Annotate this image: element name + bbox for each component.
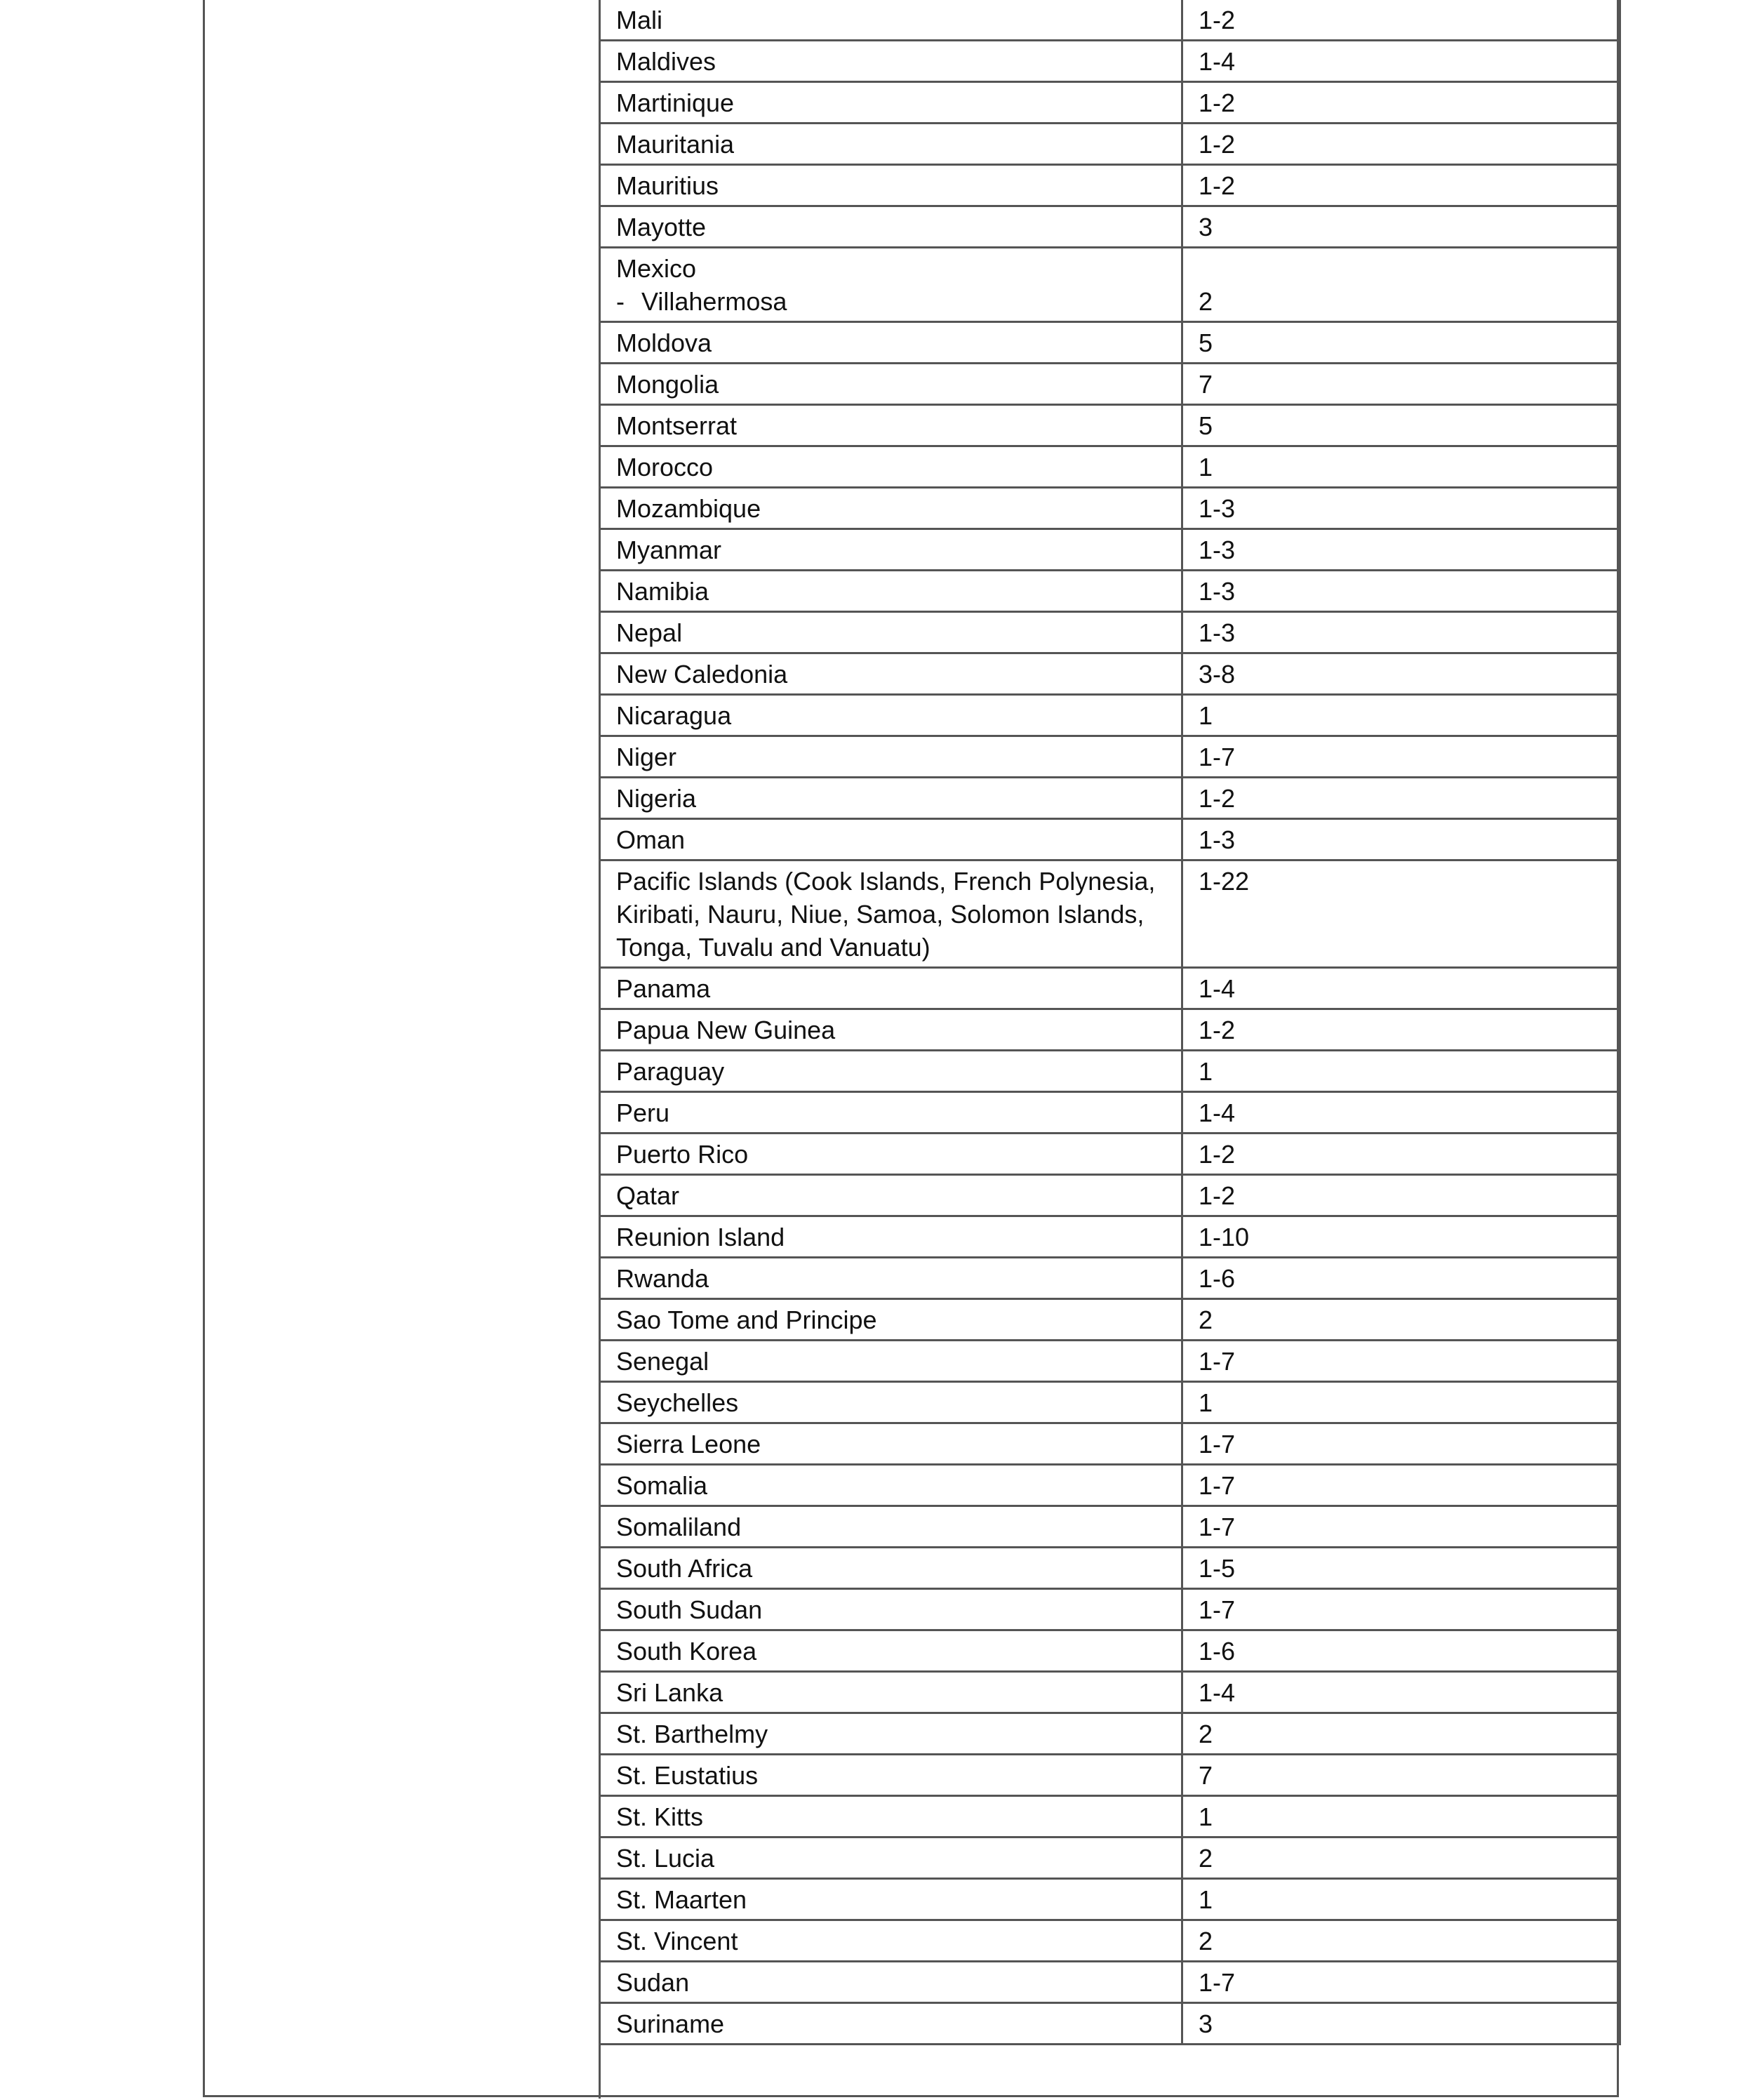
- table-row: [600, 736, 1620, 778]
- value-cell: 1-7: [1182, 736, 1620, 778]
- table-row: [600, 1092, 1620, 1134]
- table-row: [600, 1216, 1620, 1258]
- value-cell: 1-2: [1182, 1134, 1620, 1175]
- value-cell: 2: [1182, 1713, 1620, 1755]
- table-row: [600, 82, 1620, 124]
- value-cell: 1-22: [1182, 860, 1620, 968]
- table-row: [600, 695, 1620, 736]
- country-name: South Africa: [616, 1554, 753, 1583]
- country-cell: [600, 1548, 1182, 1589]
- country-name: Martinique: [616, 88, 735, 117]
- country-cell: [600, 1382, 1182, 1423]
- country-name: Peru: [616, 1098, 670, 1127]
- country-cell: [600, 1672, 1182, 1713]
- country-name: Mauritius: [616, 171, 719, 200]
- table-row: [600, 1423, 1620, 1465]
- country-name: Mozambique: [616, 494, 761, 523]
- value-cell: 1: [1182, 1796, 1620, 1838]
- country-cell: [600, 1299, 1182, 1341]
- country-cell: [600, 653, 1182, 695]
- country-name: Mali: [616, 6, 663, 34]
- country-cell: [600, 1838, 1182, 1879]
- table-row: [600, 1382, 1620, 1423]
- value-cell: 3-8: [1182, 653, 1620, 695]
- table-row: [600, 1548, 1620, 1589]
- value-cell: 5: [1182, 322, 1620, 364]
- table-body: [600, 0, 1620, 2045]
- country-name: St. Vincent: [616, 1927, 738, 1955]
- value-cell: 3: [1182, 206, 1620, 248]
- table-row: [600, 165, 1620, 206]
- country-cell: [600, 860, 1182, 968]
- country-cell: [600, 1175, 1182, 1216]
- table-row: [600, 1962, 1620, 2003]
- value-cell: 1-2: [1182, 0, 1620, 41]
- country-name: Puerto Rico: [616, 1140, 749, 1169]
- country-cell: [600, 2003, 1182, 2045]
- country-cell: [600, 248, 1182, 322]
- country-name: Senegal: [616, 1347, 709, 1376]
- country-name: Mayotte: [616, 213, 707, 241]
- table-row: [600, 1506, 1620, 1548]
- country-name: St. Lucia: [616, 1844, 715, 1873]
- value-cell: 1-7: [1182, 1423, 1620, 1465]
- country-name: Qatar: [616, 1181, 680, 1210]
- value-cell: 1-2: [1182, 1175, 1620, 1216]
- value-cell: 1-7: [1182, 1341, 1620, 1382]
- country-cell: [600, 1258, 1182, 1299]
- country-name: Rwanda: [616, 1264, 709, 1293]
- table-row: [600, 819, 1620, 860]
- country-cell: [600, 1589, 1182, 1630]
- table-row: [600, 41, 1620, 82]
- country-name: Sao Tome and Principe: [616, 1305, 877, 1334]
- table-row: [600, 612, 1620, 653]
- table-row: [600, 1465, 1620, 1506]
- table-row: [600, 529, 1620, 571]
- country-name: Papua New Guinea: [616, 1016, 836, 1044]
- value-cell: 1: [1182, 695, 1620, 736]
- country-cell: [600, 446, 1182, 488]
- value-cell: 1-3: [1182, 612, 1620, 653]
- value-cell: 1: [1182, 1382, 1620, 1423]
- country-cell: [600, 322, 1182, 364]
- value-cell: 1-4: [1182, 41, 1620, 82]
- country-cell: [600, 968, 1182, 1009]
- value-cell: 2: [1182, 1838, 1620, 1879]
- value-cell: 1-5: [1182, 1548, 1620, 1589]
- table-row: [600, 1672, 1620, 1713]
- value-cell: 1-2: [1182, 778, 1620, 819]
- country-name: Paraguay: [616, 1057, 725, 1086]
- country-name: Sierra Leone: [616, 1430, 761, 1458]
- table-row: [600, 571, 1620, 612]
- country-cell: [600, 1506, 1182, 1548]
- country-cell: [600, 41, 1182, 82]
- value-cell: 7: [1182, 364, 1620, 405]
- country-name: Panama: [616, 974, 711, 1003]
- country-name: Morocco: [616, 453, 714, 481]
- country-cell: [600, 405, 1182, 446]
- table-row: [600, 1175, 1620, 1216]
- value-cell: 1-6: [1182, 1258, 1620, 1299]
- country-cell: [600, 1465, 1182, 1506]
- country-cell: [600, 206, 1182, 248]
- country-name: Somaliland: [616, 1513, 742, 1541]
- value-cell: 1-7: [1182, 1506, 1620, 1548]
- country-cell: [600, 82, 1182, 124]
- table-row: [600, 1258, 1620, 1299]
- table-row: [600, 364, 1620, 405]
- country-cell: [600, 1630, 1182, 1672]
- value-cell: 1-2: [1182, 124, 1620, 165]
- country-name: South Sudan: [616, 1595, 763, 1624]
- value-cell: 1: [1182, 1051, 1620, 1092]
- value-cell: 1-3: [1182, 819, 1620, 860]
- table-row: [600, 1920, 1620, 1962]
- table-row: [600, 1341, 1620, 1382]
- country-cell: [600, 1051, 1182, 1092]
- country-cell: [600, 1920, 1182, 1962]
- table-row: [600, 2003, 1620, 2045]
- table-row: [600, 1009, 1620, 1051]
- table-row: [600, 778, 1620, 819]
- country-name: Mexico: [616, 254, 697, 283]
- country-name: Montserrat: [616, 411, 738, 440]
- country-cell: [600, 364, 1182, 405]
- country-name: Mongolia: [616, 370, 719, 399]
- table-row: [600, 1589, 1620, 1630]
- country-cell: [600, 612, 1182, 653]
- table-row: [600, 1713, 1620, 1755]
- country-name: St. Kitts: [616, 1802, 704, 1831]
- value-cell: 1-2: [1182, 1009, 1620, 1051]
- country-cell: [600, 1713, 1182, 1755]
- table-row: [600, 1299, 1620, 1341]
- country-name: Reunion Island: [616, 1223, 785, 1251]
- table-row: [600, 0, 1620, 41]
- country-cell: [600, 1134, 1182, 1175]
- country-name: St. Eustatius: [616, 1761, 759, 1790]
- country-name: New Caledonia: [616, 660, 788, 689]
- table-row: [600, 968, 1620, 1009]
- table-row: [600, 1051, 1620, 1092]
- table-row: [600, 488, 1620, 529]
- value-cell: 1-10: [1182, 1216, 1620, 1258]
- country-cell: [600, 0, 1182, 41]
- value-cell: 1-2: [1182, 165, 1620, 206]
- country-cell: [600, 1962, 1182, 2003]
- country-name: Sudan: [616, 1968, 690, 1997]
- value-cell: 1-3: [1182, 571, 1620, 612]
- table-row: [600, 1879, 1620, 1920]
- country-cell: [600, 571, 1182, 612]
- value-cell: 3: [1182, 2003, 1620, 2045]
- country-cell: [600, 1879, 1182, 1920]
- table-row: [600, 1134, 1620, 1175]
- value-cell: 2: [1182, 1299, 1620, 1341]
- value-cell: 1-7: [1182, 1589, 1620, 1630]
- country-cell: [600, 736, 1182, 778]
- country-name: Sri Lanka: [616, 1678, 723, 1707]
- value-cell: 2: [1182, 248, 1620, 322]
- value-cell: 1-2: [1182, 82, 1620, 124]
- sub-item-dash: -: [616, 287, 625, 316]
- table-row: [600, 1630, 1620, 1672]
- table-row: [600, 1755, 1620, 1796]
- value-cell: 1-3: [1182, 529, 1620, 571]
- value-cell: 1-7: [1182, 1962, 1620, 2003]
- table-row: [600, 206, 1620, 248]
- table-row: [600, 405, 1620, 446]
- country-name: Nicaragua: [616, 701, 732, 730]
- country-value-table: [599, 0, 1621, 2045]
- table-row: [600, 322, 1620, 364]
- value-cell: 1-7: [1182, 1465, 1620, 1506]
- value-cell: 2: [1182, 1920, 1620, 1962]
- value-cell: 1-6: [1182, 1630, 1620, 1672]
- country-name: Oman: [616, 825, 686, 854]
- country-cell: [600, 124, 1182, 165]
- table-row: [600, 124, 1620, 165]
- country-name: Maldives: [616, 47, 716, 76]
- country-cell: [600, 1009, 1182, 1051]
- country-cell: [600, 778, 1182, 819]
- country-name: Myanmar: [616, 536, 722, 564]
- table-row: [600, 1796, 1620, 1838]
- country-name: Mauritania: [616, 130, 735, 159]
- value-cell: 5: [1182, 405, 1620, 446]
- country-cell: [600, 1755, 1182, 1796]
- value-cell: 7: [1182, 1755, 1620, 1796]
- country-cell: [600, 1423, 1182, 1465]
- country-cell: [600, 165, 1182, 206]
- country-name: Niger: [616, 743, 677, 771]
- country-name: St. Barthelmy: [616, 1720, 768, 1748]
- value-cell: 1-4: [1182, 1092, 1620, 1134]
- value-cell: 1: [1182, 446, 1620, 488]
- country-cell: [600, 488, 1182, 529]
- country-name: Namibia: [616, 577, 709, 606]
- country-name: St. Maarten: [616, 1885, 747, 1914]
- country-name: Seychelles: [616, 1388, 739, 1417]
- value-cell: 1-4: [1182, 1672, 1620, 1713]
- country-name: Moldova: [616, 328, 712, 357]
- value-cell: 1-4: [1182, 968, 1620, 1009]
- sub-region-name: Villahermosa: [641, 287, 787, 316]
- country-cell: [600, 1092, 1182, 1134]
- table-row: [600, 653, 1620, 695]
- country-cell: [600, 529, 1182, 571]
- value-cell: 1-3: [1182, 488, 1620, 529]
- table-row: [600, 446, 1620, 488]
- country-name: Nepal: [616, 618, 683, 647]
- country-cell: [600, 819, 1182, 860]
- country-cell: [600, 695, 1182, 736]
- table-row: [600, 248, 1620, 322]
- country-name: Somalia: [616, 1471, 708, 1500]
- table-row: [600, 1838, 1620, 1879]
- country-name: South Korea: [616, 1637, 757, 1666]
- table-row: [600, 860, 1620, 968]
- country-name: Suriname: [616, 2009, 725, 2038]
- country-cell: [600, 1796, 1182, 1838]
- country-name: Pacific Islands (Cook Islands, French Polynesia, Kiribati, Nauru, Niue, Samoa, Solomon Islands, Tonga, Tuvalu and Vanuatu): [616, 867, 1156, 962]
- country-name: Nigeria: [616, 784, 697, 813]
- country-cell: [600, 1216, 1182, 1258]
- country-cell: [600, 1341, 1182, 1382]
- value-cell: 1: [1182, 1879, 1620, 1920]
